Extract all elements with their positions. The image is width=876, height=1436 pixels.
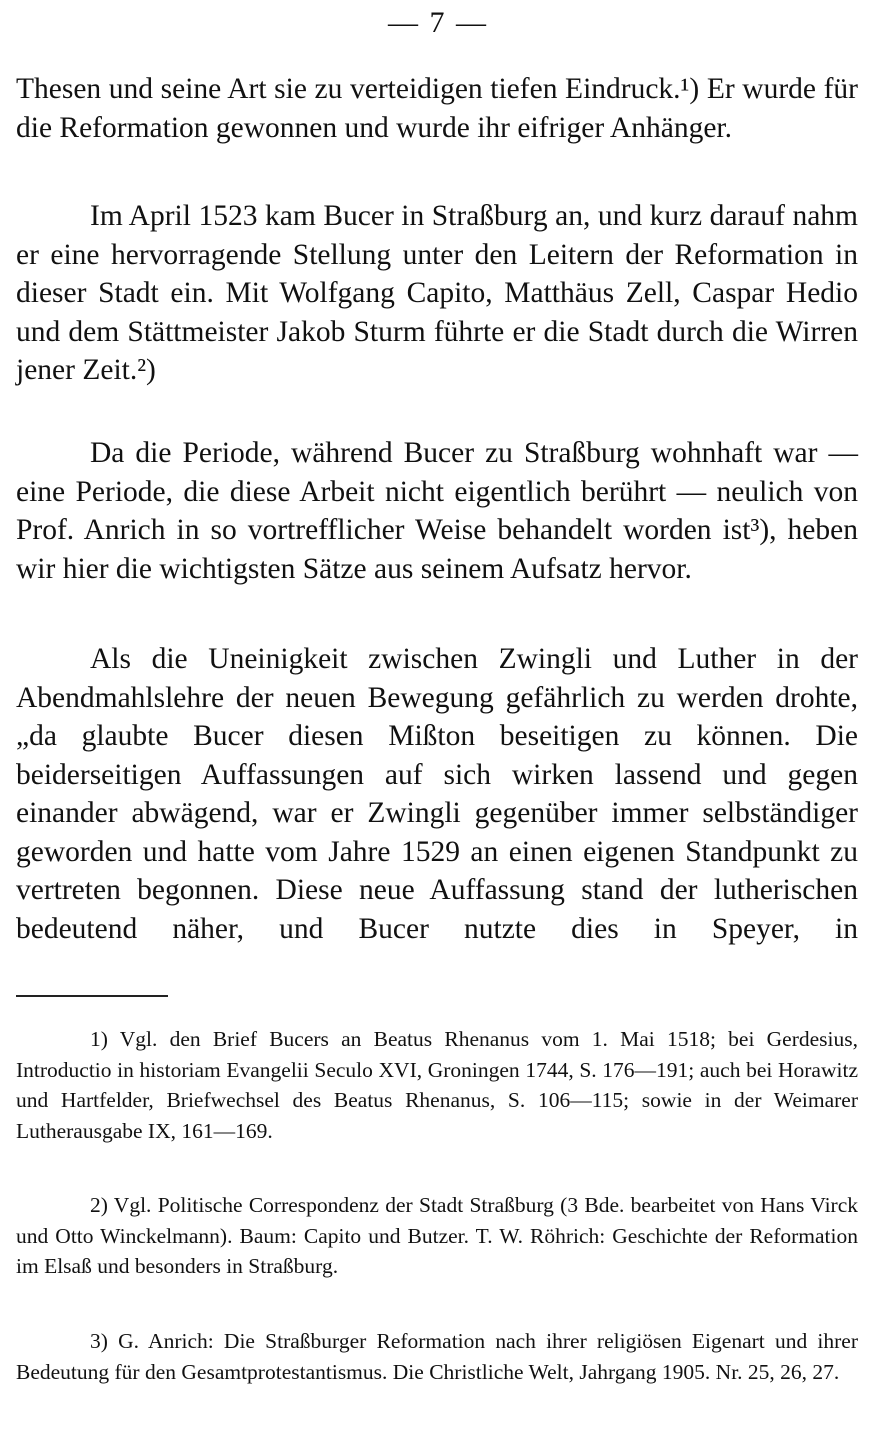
paragraph-3: Da die Periode, während Bucer zu Straßburg wohnhaft war — eine Periode, die diese Arbeit nicht eigentlich berührt — neulich von Prof. Anrich in so vortrefflicher Weise behandelt worden ist³), heben wir hier die wichtigsten Sätze aus seinem Aufsatz hervor. [16, 437, 858, 585]
footnote-3: 3) G. Anrich: Die Straßburger Reformation nach ihrer religiösen Eigenart und ihrer Bedeutung für den Gesamtprotestantismus. Die Christliche Welt, Jahrgang 1905. Nr. 25, 26, 27. [16, 1329, 858, 1384]
paragraph-1: Thesen und seine Art sie zu verteidigen tiefen Eindruck.¹) Er wurde für die Reformation gewonnen und wurde ihr eifriger Anhänger. [16, 73, 858, 144]
paragraph-4: Als die Uneinigkeit zwischen Zwingli und Luther in der Abendmahlslehre der neuen Bewegung gefährlich zu werden drohte, „da glaubte Bucer diesen Mißton beseitigen zu können. Die beiderseitigen Auffassungen auf sich wirken lassend und gegen einander abwägend, war er Zwingli gegenüber immer selbständiger geworden und hatte vom Jahre 1529 an einen eigenen Standpunkt zu vertreten begonnen. Diese neue Auffassung stand der lutherischen bedeutend näher, und Bucer nutzte dies in Speyer, in [16, 643, 858, 945]
footnote-2: 2) Vgl. Politische Correspondenz der Stadt Straßburg (3 Bde. bearbeitet von Hans Virck und Otto Winckelmann). Baum: Capito und Butzer. T. W. Röhrich: Geschichte der Reformation im Elsaß und besonders in Straßburg. [16, 1193, 858, 1278]
footnote-separator [16, 995, 168, 997]
paragraph-2: Im April 1523 kam Bucer in Straßburg an, und kurz darauf nahm er eine hervorragende Stellung unter den Leitern der Reformation in dieser Stadt ein. Mit Wolfgang Capito, Matthäus Zell, Caspar Hedio und dem Stättmeister Jakob Sturm führte er die Stadt durch die Wirren jener Zeit.²) [16, 200, 858, 386]
page-number: — 7 — [388, 6, 488, 39]
footnote-1: 1) Vgl. den Brief Bucers an Beatus Rhenanus vom 1. Mai 1518; bei Gerdesius, Introductio in historiam Evangelii Seculo XVI, Groningen 1744, S. 176—191; auch bei Horawitz und Hartfelder, Briefwechsel des Beatus Rhenanus, S. 106—115; sowie in der Weimarer Lutherausgabe IX, 161—169. [16, 1027, 858, 1143]
